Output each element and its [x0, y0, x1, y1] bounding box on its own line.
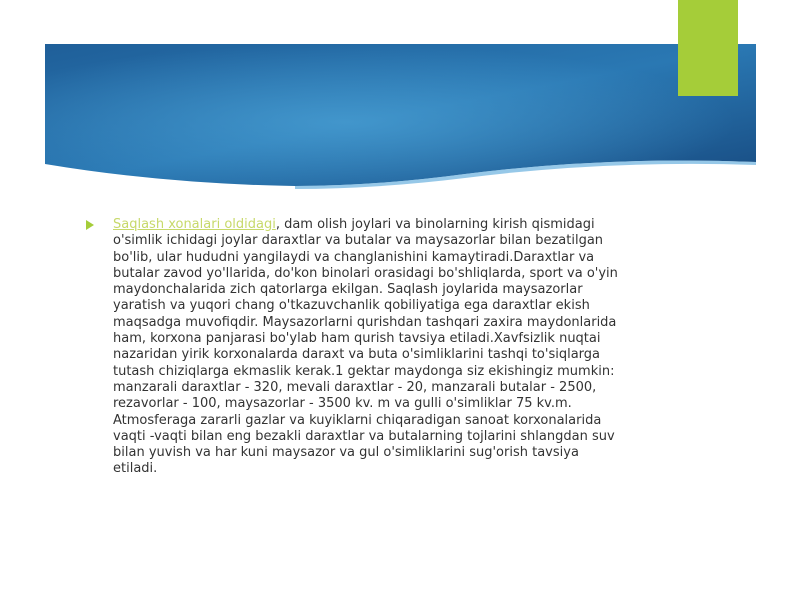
header-banner — [45, 44, 756, 189]
paragraph-text-1: , dam olish joylari va binolarning kirish qismidagi o'simlik ichidagi joylar daraxtlar va butalar va maysazorlar bilan bezatilgan bo'lib, ular hududni yangilaydi va changlanishini kamaytiradi.Daraxtlar va butalar zavod yo'llarida, do'kon binolari orasidagi bo'shliqlarda, sport va o'yin maydonchalarida zich qatorlarga ekilgan. Saqlash joylarida maysazorlar yaratish va yuqori chang o'tkazuvchanlik qobiliyatiga ega daraxtlar ekish maqsadga muvofiqdir. Maysazorlarni qurishdan tashqari zaxira maydonlarida ham, korxona panjarasi bo'ylab ham qurish tavsiya etiladi.Xavfsizlik nuqtai nazaridan yirik korxonalarda daraxt va buta o'simliklarini tashqi to'siqlarga tutash chiziqlarga ekmaslik kerak.1 gektar maydonga siz ekishingiz mumkin: manzarali daraxtlar - 320, mevali daraxtlar - 20, manzarali butalar - 2500, rezavorlar - 100, maysazorlar - 3500 kv. m va gulli o'simliklar 75 kv.m. — [113, 217, 618, 412]
text-link[interactable]: Saqlash xonalari oldidagi — [113, 217, 276, 232]
bullet-paragraph — [113, 217, 626, 478]
bullet-arrow-icon — [86, 220, 94, 230]
paragraph-text-2: Atmosferaga zararli gazlar va kuyiklarni chiqaradigan sanoat korxonalarida vaqti -vaqti bilan eng bezakli daraxtlar va butalarning tojlarini shlangdan suv bilan yuvish va har kuni maysazor va gul o'simliklarini sug'orish tavsiya etiladi. — [113, 412, 615, 477]
bullet-list — [86, 217, 626, 478]
accent-tab — [678, 0, 738, 96]
